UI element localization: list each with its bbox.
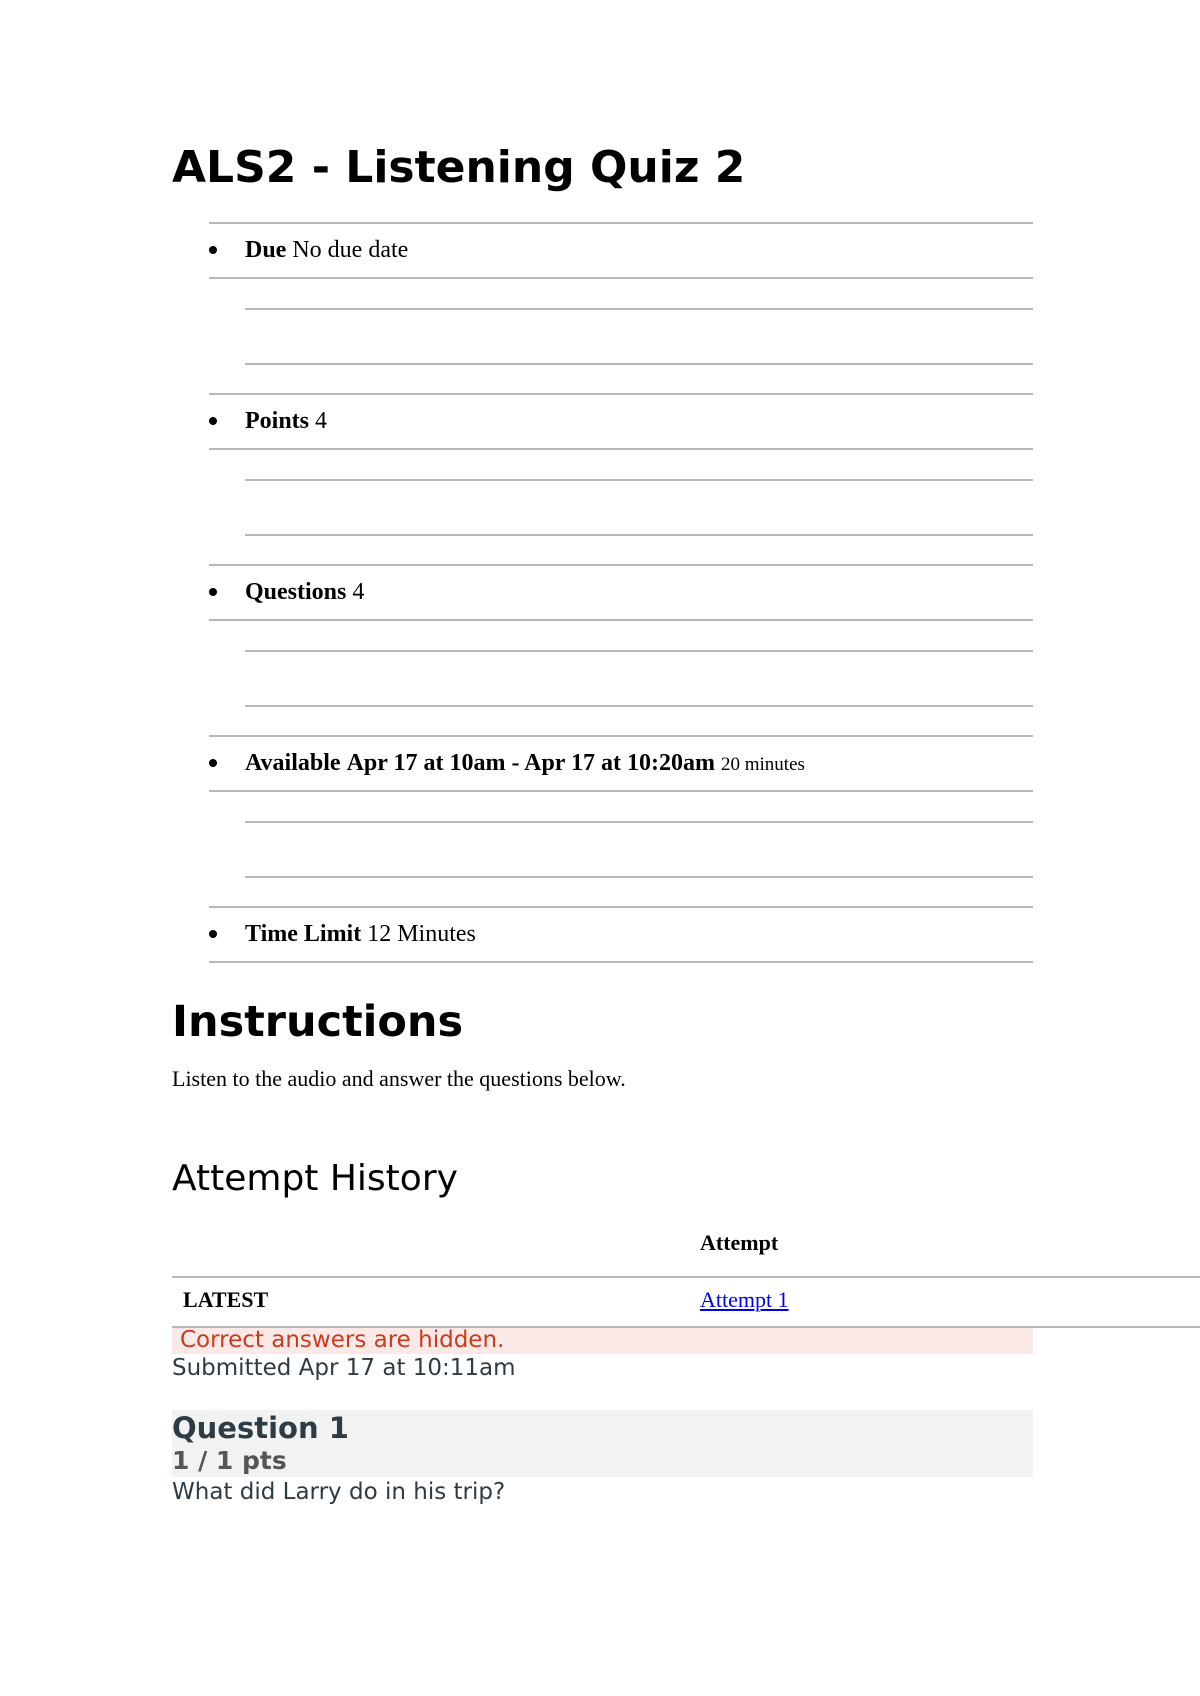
detail-available [209,746,1033,780]
divider [245,650,1033,652]
submitted-timestamp: Submitted Apr 17 at 10:11am [172,1355,516,1381]
divider [245,534,1033,536]
divider [209,448,1033,450]
question-title: Question 1 [172,1411,349,1445]
instructions-text: Listen to the audio and answer the questions below. [172,1066,626,1091]
points-value: 4 [315,408,328,434]
points-label: Points [245,408,310,434]
divider [209,277,1033,279]
available-duration: 20 minutes [721,754,805,775]
page-title: ALS2 - Listening Quiz 2 [172,142,746,193]
attempt-history-heading: Attempt History [172,1158,458,1199]
available-label: Available [245,750,341,776]
divider [245,308,1033,310]
questions-value: 4 [352,579,365,605]
bullet-icon [209,930,217,938]
divider [209,735,1033,737]
time-limit-label: Time Limit [245,921,362,947]
bullet-icon [209,588,217,596]
column-header-attempt: Attempt [700,1230,779,1255]
bullet-icon [209,417,217,425]
divider [209,906,1033,908]
due-label: Due [245,237,287,263]
question-points: 1 / 1 pts [172,1446,287,1475]
divider [209,790,1033,792]
table-divider [172,1276,1200,1278]
divider [209,619,1033,621]
hidden-answers-notice: Correct answers are hidden. [180,1327,505,1353]
bullet-icon [209,759,217,767]
bullet-icon [209,246,217,254]
divider [209,564,1033,566]
instructions-heading: Instructions [172,997,464,1047]
divider [245,705,1033,707]
due-value: No due date [292,237,409,263]
divider [209,222,1033,224]
question-text: What did Larry do in his trip? [172,1479,506,1505]
detail-due [209,233,1033,267]
detail-points [209,404,1033,438]
detail-time-limit [209,917,1033,951]
question-header [172,1410,1033,1477]
detail-questions [209,575,1033,609]
time-limit-value: 12 Minutes [367,921,476,947]
attempt-row-label: LATEST [183,1287,269,1312]
divider [245,363,1033,365]
attempt-1-link[interactable]: Attempt 1 [700,1287,789,1312]
divider [209,961,1033,963]
divider [245,479,1033,481]
available-value: Apr 17 at 10am - Apr 17 at 10:20am [346,750,715,776]
divider [245,876,1033,878]
divider [209,393,1033,395]
divider [245,821,1033,823]
questions-label: Questions [245,579,347,605]
hidden-answers-banner [172,1328,1033,1354]
